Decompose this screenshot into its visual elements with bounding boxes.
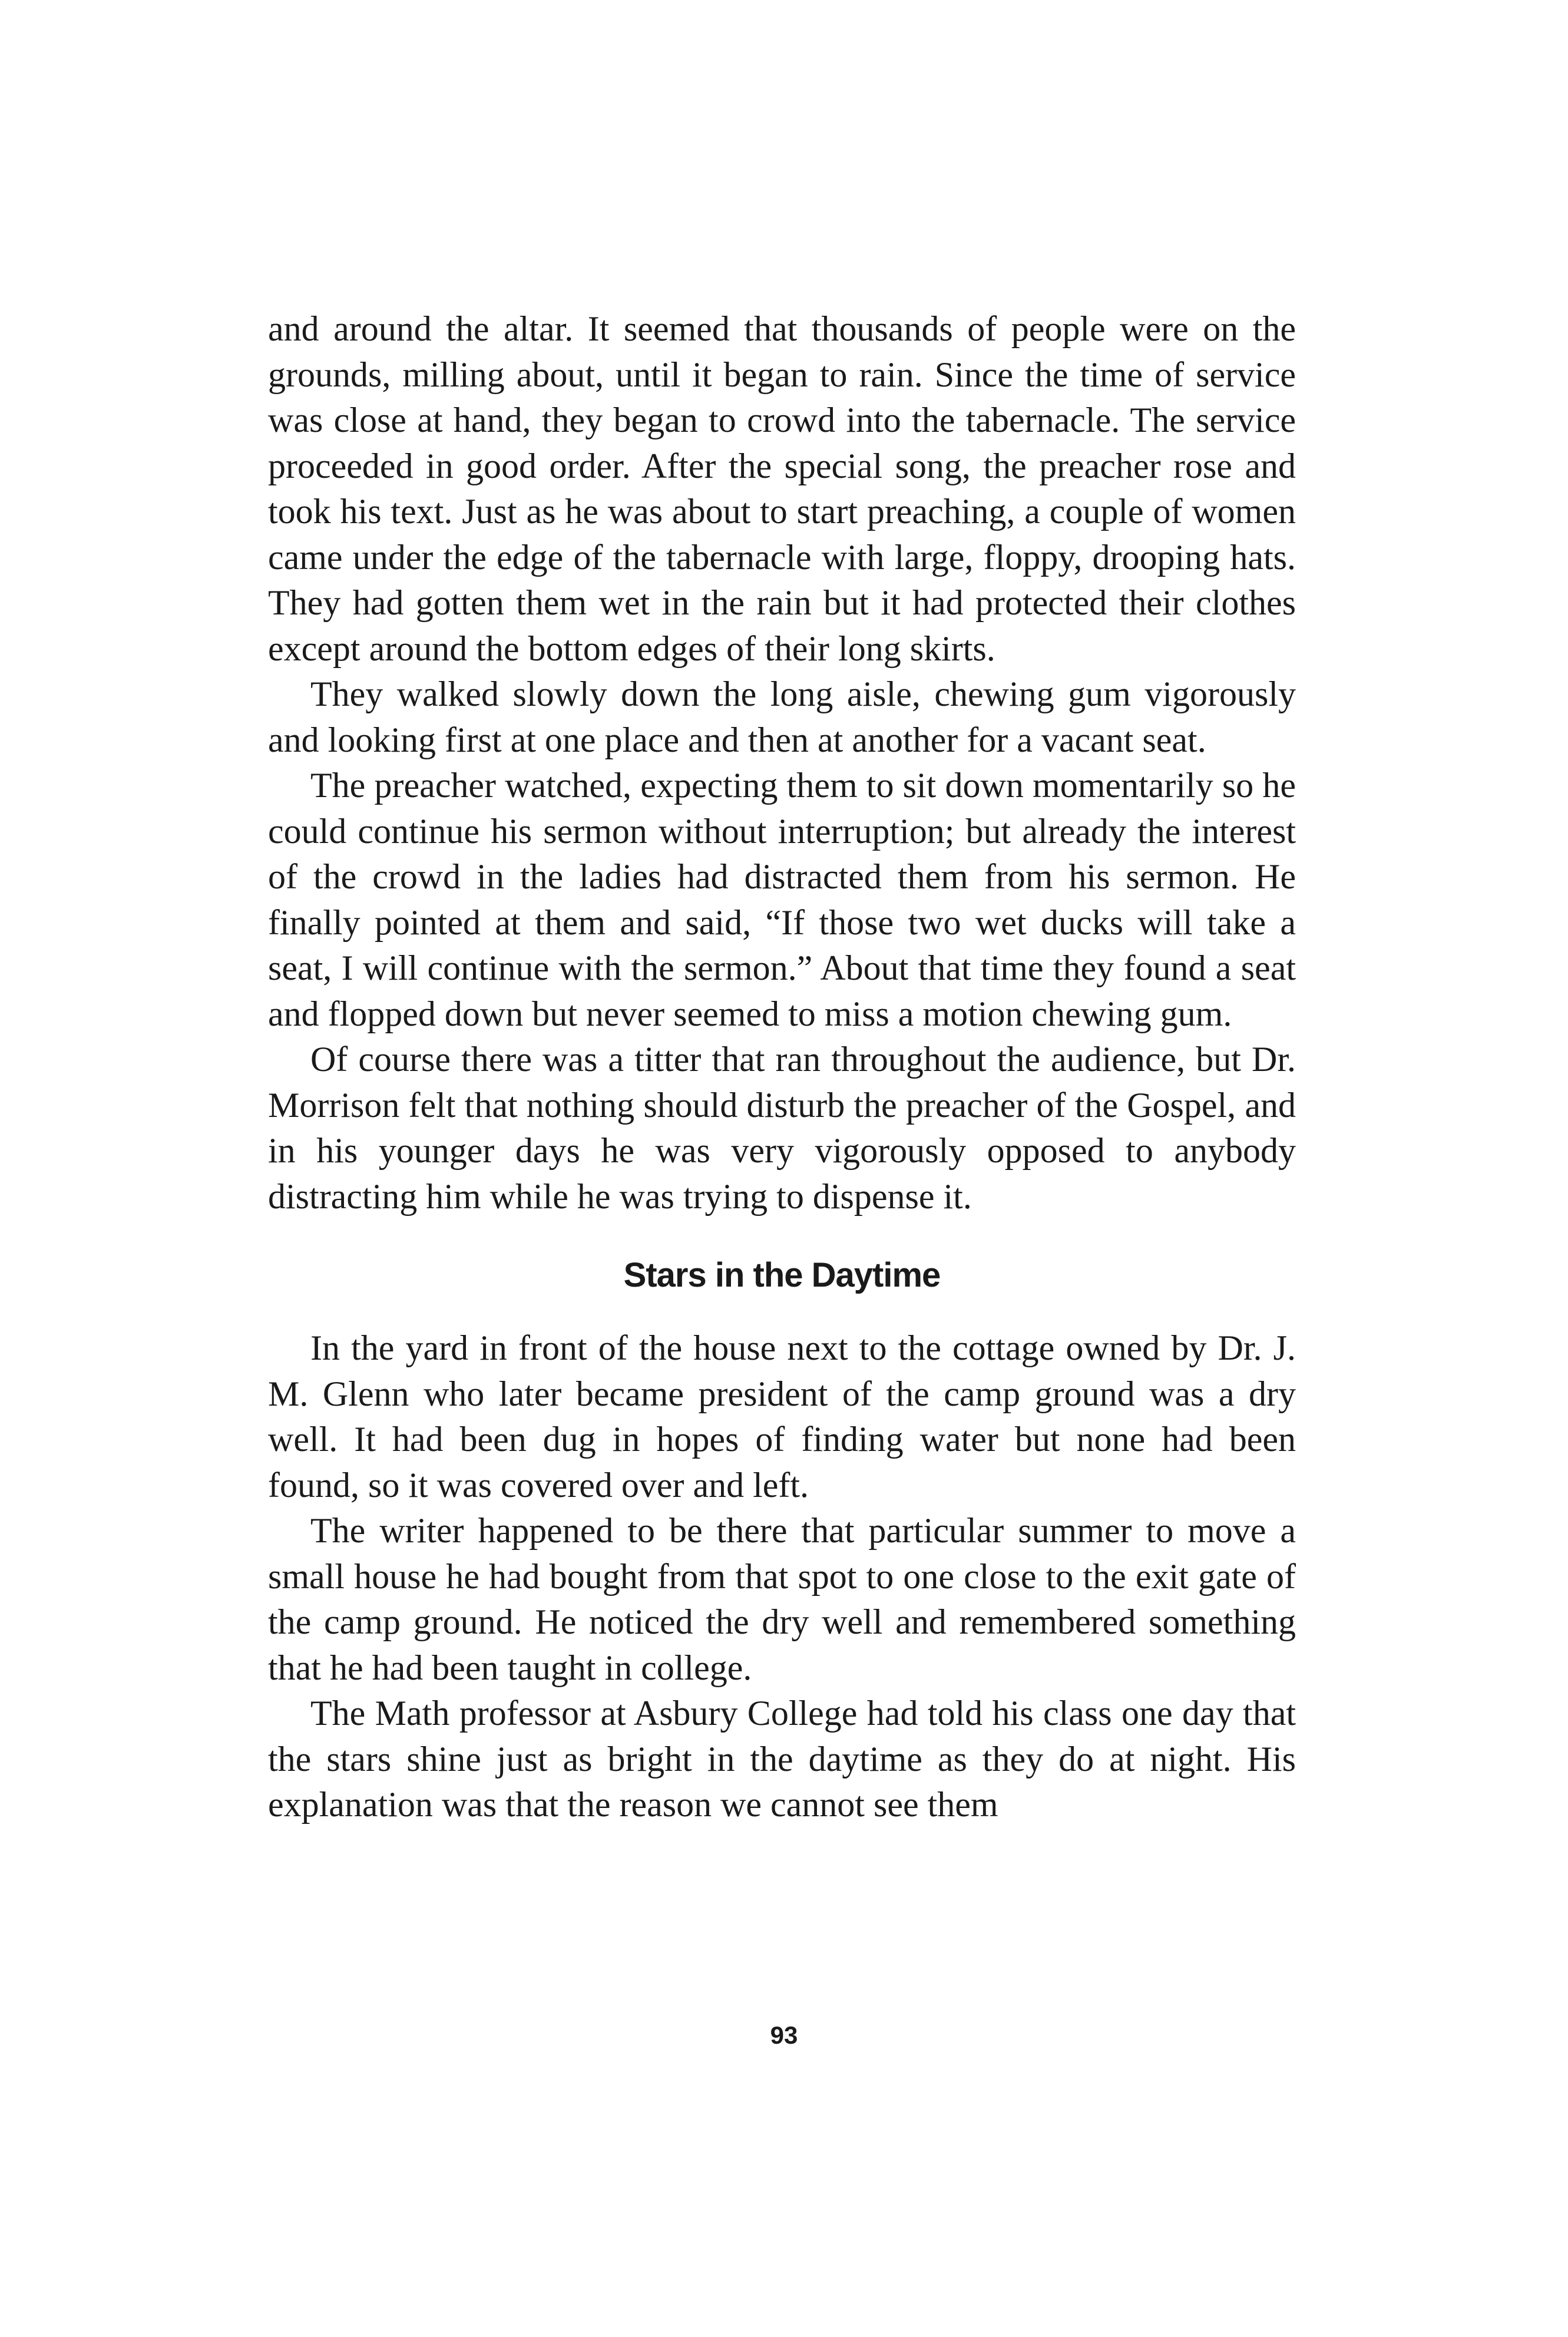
paragraph-writer: The writer happened to be there that particular summer to move a small house he had bought from that spot to one close to the exit gate of the camp ground. He noticed the dry well and remembered something that he had been taught in college. (268, 1511, 1296, 1687)
paragraph-altar: and around the altar. It seemed that thousands of people were on the grounds, milling about, until it began to rain. Since the time of service was close at hand, they began to crowd into the tabernacle. The service proceeded in good order. After the special song, the preacher rose and took his text. Just as he was about to start preaching, a couple of women came under the edge of the tabernacle with large, floppy, drooping hats. They had gotten them wet in the rain but it had protected their clothes except around the bottom edges of their long skirts. (268, 309, 1296, 668)
section-heading: Stars in the Daytime (623, 1256, 941, 1294)
paragraph-aisle: They walked slowly down the long aisle, chewing gum vigorously and looking first at one place and then at another for a vacant seat. (268, 675, 1296, 759)
paragraph-titter: Of course there was a titter that ran throughout the audience, but Dr. Morrison felt that nothing should disturb the preacher of the Gospel, and in his younger days he was very vigorously opposed to anybody distracting him while he was trying to dispense it. (268, 1040, 1296, 1216)
page-body (268, 306, 1296, 1828)
page-number: 93 (770, 2021, 798, 2049)
paragraph-preacher: The preacher watched, expecting them to sit down momentarily so he could continue his sermon without interruption; but already the interest of the crowd in the ladies had distracted them from his sermon. He finally pointed at them and said, “If those two wet ducks will take a seat, I will continue with the sermon.” About that time they found a seat and flopped down but never seemed to miss a motion chewing gum. (268, 766, 1296, 1033)
paragraph-math-professor: The Math professor at Asbury College had told his class one day that the stars shine just as bright in the daytime as they do at night. His explanation was that the reason we cannot see them (268, 1694, 1296, 1824)
paragraph-dry-well: In the yard in front of the house next to the cottage owned by Dr. J. M. Glenn who later became president of the camp ground was a dry well. It had been dug in hopes of finding water but none had been found, so it was covered over and left. (268, 1328, 1296, 1505)
